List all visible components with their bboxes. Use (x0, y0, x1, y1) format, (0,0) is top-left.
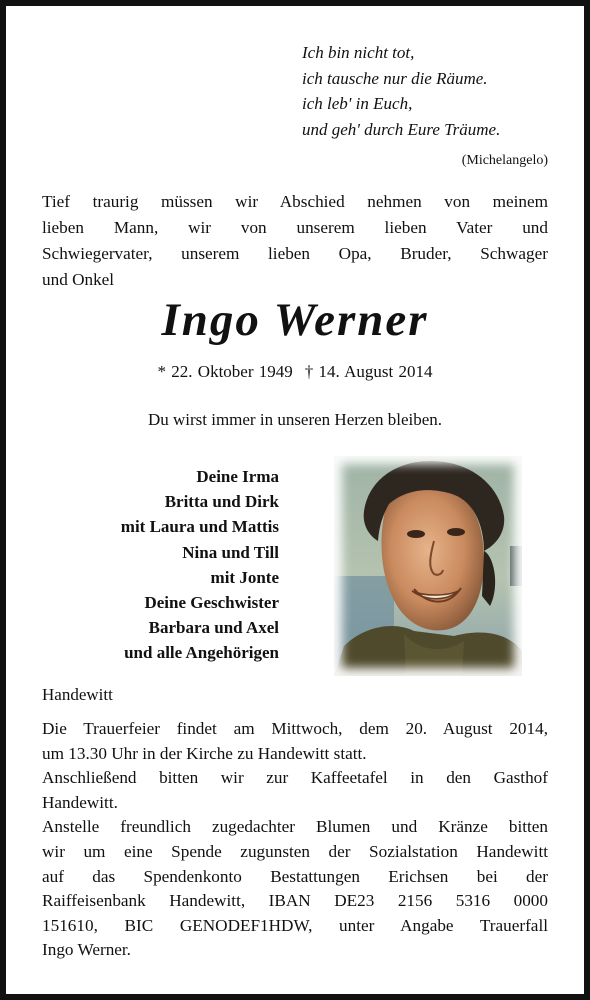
details-line: Raiffeisenbank Handewitt, IBAN DE23 2156 5316 0000 (42, 891, 548, 911)
details-line: wir um eine Spende zugunsten der Sozialstation Handewitt (42, 841, 548, 861)
poem-line: Ich bin nicht tot, (302, 43, 415, 62)
deceased-name: Ingo Werner (161, 294, 429, 346)
intro-line: Tief traurig müssen wir Abschied nehmen von meinem (42, 192, 548, 211)
intro-line: Schwiegervater, unserem lieben Opa, Bruder, Schwager (42, 244, 548, 263)
poem (302, 40, 500, 142)
details-line: Anstelle freundlich zugedachter Blumen und Kränze bitten (42, 817, 548, 837)
mourner: mit Laura und Mattis (120, 517, 279, 537)
details-line: Handewitt. (42, 792, 118, 812)
motto: Du wirst immer in unseren Herzen bleiben. (147, 410, 443, 429)
birth-date: * 22. Oktober 1949 (157, 362, 293, 381)
mourner: und alle Angehörigen (124, 643, 279, 663)
mourners-list (121, 464, 279, 666)
mourner: Britta und Dirk (164, 492, 279, 512)
life-dates (6, 362, 584, 382)
intro-line: und Onkel (42, 270, 115, 289)
portrait-photo (328, 451, 528, 681)
poem-line: ich tausche nur die Räume. (302, 68, 488, 88)
place: Handewitt (42, 685, 113, 704)
intro-text (42, 189, 548, 293)
intro-line: lieben Mann, wir von unserem lieben Vater und (42, 218, 548, 237)
mourner: Barbara und Axel (148, 618, 279, 638)
mourner: Deine Irma (196, 467, 279, 486)
details-line: um 13.30 Uhr in der Kirche zu Handewitt statt. (42, 743, 367, 763)
portrait-image (334, 456, 522, 676)
funeral-details (42, 717, 548, 963)
death-date: † 14. August 2014 (304, 362, 433, 381)
details-line: 151610, BIC GENODEF1HDW, unter Angabe Trauerfall (42, 915, 548, 935)
mourner: Nina und Till (182, 542, 279, 562)
details-line: Anschließend bitten wir zur Kaffeetafel in den Gasthof (42, 768, 548, 788)
details-line: Ingo Werner. (42, 940, 131, 960)
details-line: Die Trauerfeier findet am Mittwoch, dem 20. August 2014, (42, 719, 548, 738)
poem-line: und geh' durch Eure Träume. (302, 119, 501, 139)
mourner: Deine Geschwister (144, 593, 279, 613)
poem-attribution: (Michelangelo) (461, 153, 548, 168)
details-line: auf das Spendenkonto Bestattungen Erichsen bei der (42, 866, 548, 886)
poem-line: ich leb' in Euch, (302, 94, 413, 113)
mourner: mit Jonte (210, 567, 279, 587)
